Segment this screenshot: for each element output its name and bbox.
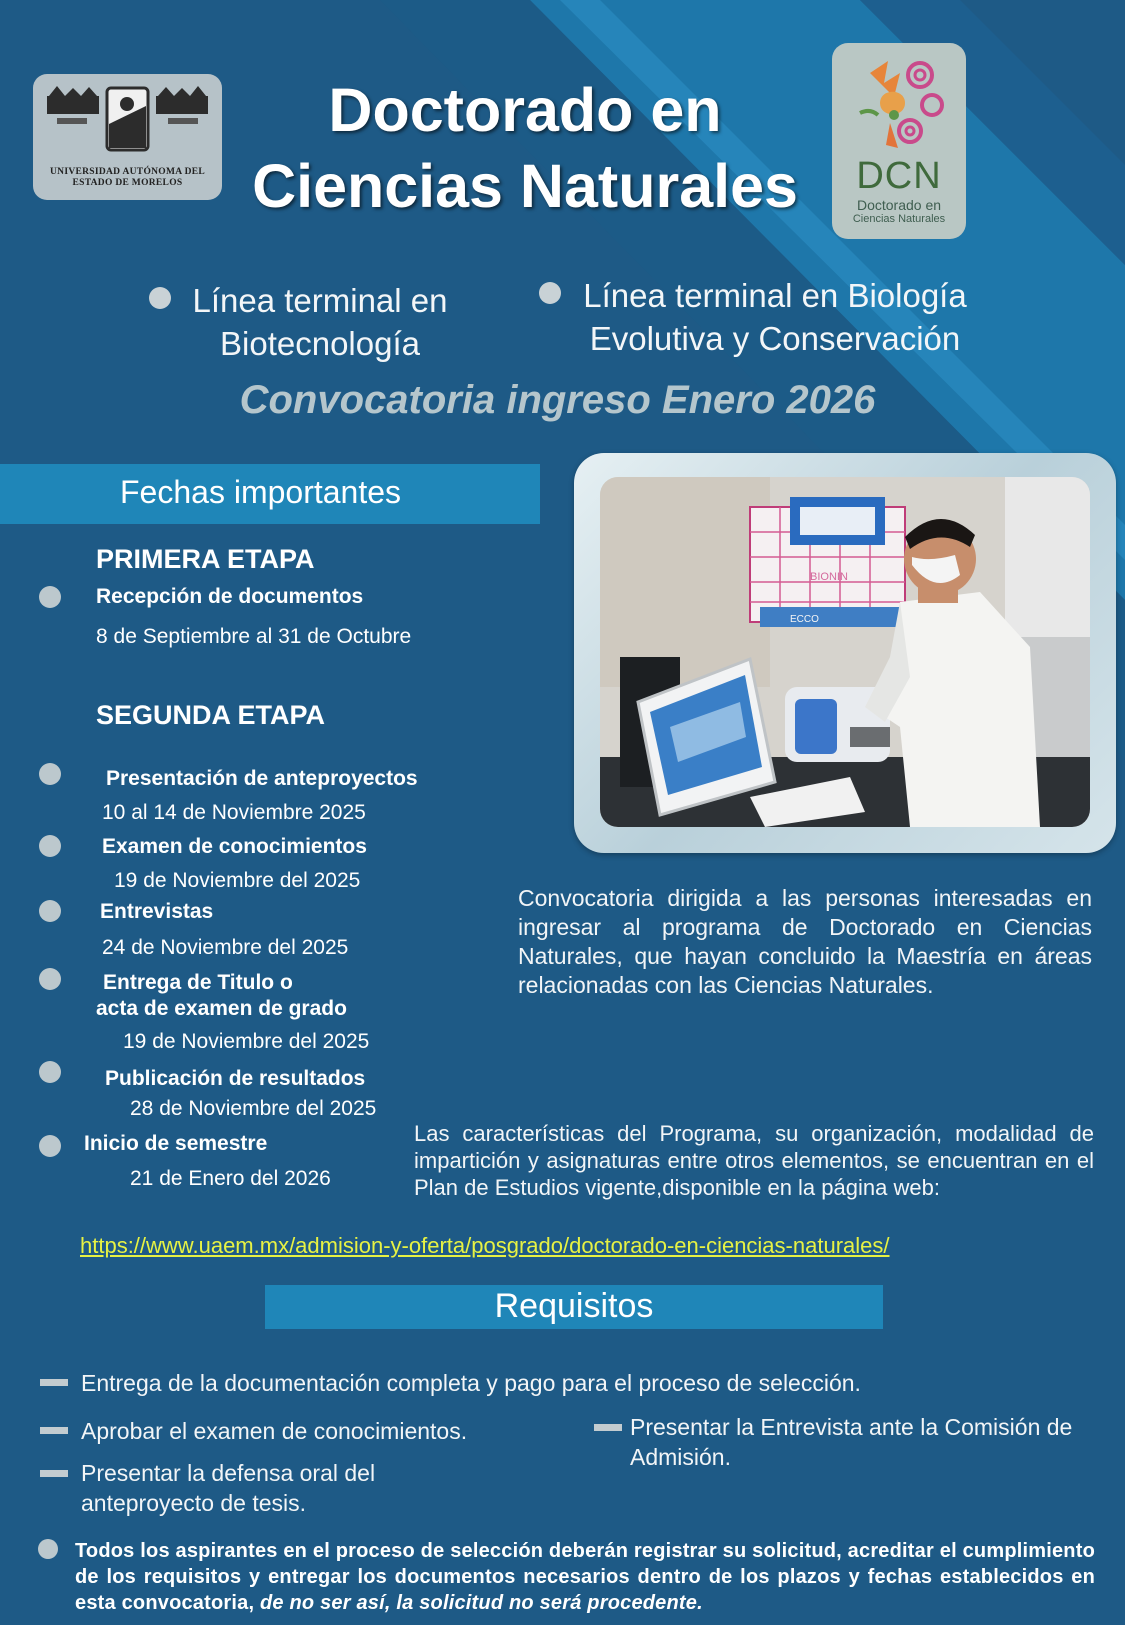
- dcn-emblem-icon: [850, 53, 950, 153]
- dash-bullet-icon: [594, 1424, 622, 1431]
- nota-italic: de no ser así, la solicitud no será procedente.: [254, 1592, 703, 1614]
- item-date: 28 de Noviembre del 2025: [130, 1097, 377, 1120]
- title-line1: Doctorado en: [328, 76, 722, 144]
- item-date: 10 al 14 de Noviembre 2025: [102, 801, 366, 824]
- item-title: Recepción de documentos: [96, 585, 364, 608]
- line-biotecnologia-l2: Biotecnología: [220, 325, 420, 362]
- item-title: Entrevistas: [100, 900, 214, 923]
- line-biologia-evolutiva: [565, 274, 985, 360]
- item-title: Presentación de anteproyectos: [106, 767, 418, 790]
- requisito-item: Presentar la defensa oral del anteproyecto de tesis.: [81, 1460, 376, 1516]
- item-date: 21 de Enero del 2026: [130, 1167, 331, 1190]
- dash-bullet-icon: [40, 1379, 68, 1386]
- line-biotecnologia-l1: Línea terminal en: [192, 282, 448, 319]
- bullet-icon: [539, 282, 561, 304]
- requisito-item: Entrega de la documentación completa y pago para el proceso de selección.: [81, 1370, 861, 1396]
- line-biotecnologia: [180, 279, 460, 365]
- dcn-subtitle-line1: Doctorado en: [856, 197, 942, 213]
- bullet-icon: [39, 835, 61, 857]
- program-characteristics: Las características del Programa, su organización, modalidad de impartición y asignaturas entre otros elementos, se encuentran en el Plan de Estudios vigente,disponible en la página web:: [414, 1121, 1094, 1200]
- dcn-logo: [832, 43, 966, 239]
- program-description: Convocatoria dirigida a las personas interesadas en ingresar al programa de Doctorado en Ciencias Naturales, que hayan concluido la Maestría en áreas relacionadas con las Ciencias Naturales.: [518, 885, 1092, 998]
- bullet-icon: [39, 1135, 61, 1157]
- requisitos-heading: Requisitos: [494, 1287, 654, 1325]
- bullet-icon: [39, 586, 61, 608]
- line-biologia-l2: Evolutiva y Conservación: [589, 320, 961, 357]
- bullet-icon: [39, 763, 61, 785]
- university-name-line2: ESTADO DE MORELOS: [72, 178, 183, 188]
- lab-photo-frame: [574, 453, 1116, 853]
- bullet-icon: [38, 1539, 58, 1559]
- item-title: Entrega de Titulo o: [103, 971, 293, 994]
- nota-normal: Todos los aspirantes en el proceso de selección deberán registrar su solicitud, acreditar el cumplimiento de los requisitos y entregar los documentos necesarios dentro de los plazos y fechas establecidos en esta convocatoria,: [75, 1540, 1095, 1614]
- title-line2: Ciencias Naturales: [252, 152, 798, 220]
- dash-bullet-icon: [40, 1427, 68, 1434]
- segunda-etapa-title: SEGUNDA ETAPA: [96, 700, 326, 730]
- bullet-icon: [39, 1061, 61, 1083]
- program-url-link[interactable]: https://www.uaem.mx/admision-y-oferta/posgrado/doctorado-en-ciencias-naturales/: [80, 1233, 890, 1258]
- item-date: 19 de Noviembre del 2025: [114, 869, 361, 892]
- item-title: Examen de conocimientos: [102, 835, 367, 858]
- dcn-abbreviation: DCN: [856, 155, 942, 197]
- wall-label: BIONIN: [810, 571, 848, 583]
- requisito-item: Presentar la Entrevista ante la Comisión de Admisión.: [630, 1414, 1073, 1470]
- bullet-icon: [149, 287, 171, 309]
- fechas-header-bar: [0, 464, 540, 524]
- tray-label: ECCO: [790, 614, 819, 625]
- uaem-logo: [33, 74, 222, 200]
- line-biologia-l1: Línea terminal en Biología: [583, 277, 967, 314]
- dash-bullet-icon: [40, 1470, 68, 1477]
- nota-final: [75, 1538, 1095, 1616]
- dcn-subtitle-line2: Ciencias Naturales: [852, 213, 946, 225]
- requisitos-header-bar: [265, 1285, 883, 1329]
- bullet-icon: [39, 968, 61, 990]
- item-title: Publicación de resultados: [105, 1067, 366, 1090]
- page-title: [225, 72, 825, 224]
- requisito-item: Aprobar el examen de conocimientos.: [81, 1418, 468, 1444]
- lab-photo: [600, 477, 1090, 827]
- convocatoria-title: Convocatoria ingreso Enero 2026: [239, 378, 876, 422]
- lab-scene-illustration: [600, 477, 1090, 827]
- university-name-line1: UNIVERSIDAD AUTÓNOMA DEL: [50, 167, 205, 177]
- uaem-emblem-icon: [47, 84, 208, 156]
- bullet-icon: [39, 900, 61, 922]
- item-date: 8 de Septiembre al 31 de Octubre: [96, 625, 412, 648]
- item-date: 24 de Noviembre del 2025: [102, 936, 349, 959]
- item-title-line2: acta de examen de grado: [96, 997, 347, 1020]
- primera-etapa-title: PRIMERA ETAPA: [96, 544, 315, 574]
- item-date: 19 de Noviembre del 2025: [123, 1030, 370, 1053]
- item-title: Inicio de semestre: [84, 1132, 268, 1155]
- fechas-heading: Fechas importantes: [120, 474, 402, 510]
